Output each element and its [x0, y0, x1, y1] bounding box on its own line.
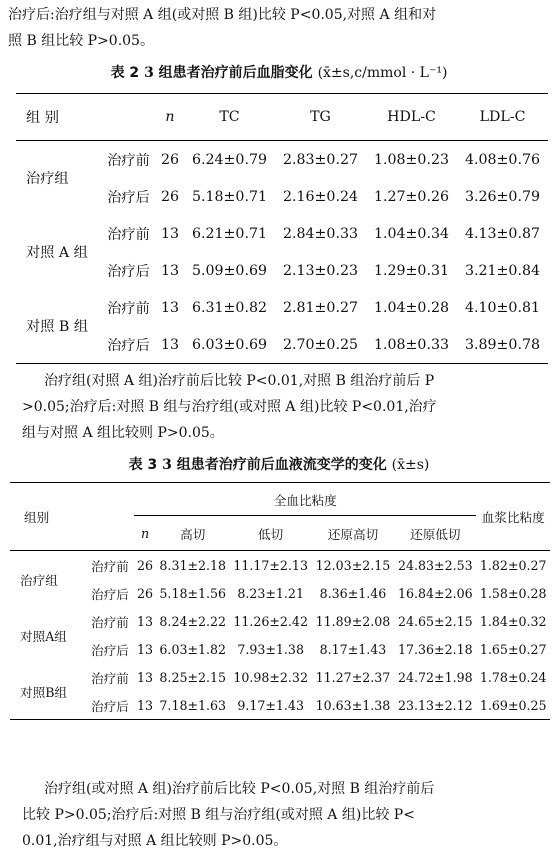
- n-cell: 26: [136, 585, 154, 601]
- tg-cell: 2.13±0.23: [282, 262, 359, 279]
- table2-header-row: [16, 94, 548, 141]
- table3-label: 表 3: [128, 457, 158, 473]
- mid-paragraph: [22, 368, 554, 446]
- reduced-low-cell: 17.36±2.18: [397, 641, 473, 657]
- period-cell: 治疗后: [107, 263, 150, 280]
- period-cell: 治疗后: [91, 642, 129, 658]
- reduced-low-cell: 24.72±1.98: [397, 669, 473, 685]
- table-row: [10, 607, 550, 635]
- low-shear-cell: 11.17±2.13: [233, 557, 308, 573]
- table3: [10, 482, 550, 720]
- table3-header-high-shear: 高切: [180, 526, 206, 542]
- tc-cell: 5.09±0.69: [191, 262, 268, 279]
- table2-header-tg: TG: [310, 109, 331, 125]
- n-cell: 13: [160, 336, 180, 353]
- high-shear-cell: 8.31±2.18: [159, 557, 227, 573]
- reduced-low-cell: 24.65±2.15: [397, 613, 473, 629]
- low-shear-cell: 11.26±2.42: [233, 613, 308, 629]
- table2-caption: [0, 62, 558, 82]
- n-cell: 13: [160, 225, 180, 242]
- table2-header-n: n: [165, 109, 175, 125]
- hdl-cell: 1.08±0.23: [373, 151, 450, 168]
- table3-header-low-shear: 低切: [258, 526, 284, 542]
- ldl-cell: 4.08±0.76: [464, 151, 541, 168]
- hdl-cell: 1.04±0.28: [373, 299, 450, 316]
- table2-body: [16, 141, 548, 364]
- table2-header-group: 组 别: [26, 110, 59, 126]
- group-name: 对照 B 组: [26, 319, 89, 335]
- high-shear-cell: 7.18±1.63: [159, 697, 227, 713]
- table2-label: 表 2: [110, 65, 140, 81]
- n-cell: 26: [160, 188, 180, 205]
- table3-caption: [0, 454, 558, 474]
- mid-line-3: 组与对照 A 组比较则 P>0.05。: [22, 425, 224, 441]
- table-row: [16, 289, 548, 326]
- reduced-low-cell: 24.83±2.53: [397, 557, 473, 573]
- intro-line-1: 治疗后:治疗组与对照 A 组(或对照 B 组)比较 P<0.05,对照 A 组和对: [8, 7, 437, 23]
- table-row: [16, 215, 548, 252]
- period-cell: 治疗后: [107, 189, 150, 206]
- mid-line-1: 治疗组(对照 A 组)治疗前后比较 P<0.01,对照 B 组治疗前后 P: [44, 373, 435, 389]
- intro-line-2: 照 B 组比较 P>0.05。: [8, 33, 154, 49]
- n-cell: 13: [160, 262, 180, 279]
- reduced-low-cell: 23.13±2.12: [397, 697, 473, 713]
- table3-header-n: n: [140, 525, 150, 541]
- table-row: [10, 691, 550, 720]
- table2-title: 3 组患者治疗前后血脂变化: [144, 65, 313, 81]
- ldl-cell: 3.21±0.84: [464, 262, 541, 279]
- group-name: 治疗组: [26, 171, 69, 187]
- tg-cell: 2.81±0.27: [282, 299, 359, 316]
- bottom-paragraph: [22, 776, 554, 854]
- table2: [16, 93, 548, 364]
- low-shear-cell: 10.98±2.32: [233, 669, 308, 685]
- table3-header-reduced-low: 还原低切: [410, 526, 461, 542]
- table3-header-plasma: 血浆比粘度: [481, 510, 545, 525]
- high-shear-cell: 6.03±1.82: [159, 641, 227, 657]
- low-shear-cell: 8.23±1.21: [237, 585, 304, 601]
- group-name: 治疗组: [20, 572, 58, 588]
- reduced-high-cell: 11.89±2.08: [315, 613, 391, 629]
- reduced-high-cell: 12.03±2.15: [315, 557, 391, 573]
- table2-header-period: [101, 94, 156, 141]
- hdl-cell: 1.29±0.31: [373, 262, 450, 279]
- table-row: [10, 551, 550, 580]
- reduced-high-cell: 11.27±2.37: [315, 669, 391, 685]
- tg-cell: 2.16±0.24: [282, 188, 359, 205]
- plasma-cell: 1.82±0.27: [479, 557, 547, 573]
- low-shear-cell: 7.93±1.38: [237, 641, 304, 657]
- table3-body: [10, 551, 550, 720]
- period-cell: 治疗前: [107, 226, 150, 243]
- n-cell: 13: [136, 697, 154, 713]
- table3-header-whole-blood: 全血比粘度: [134, 483, 476, 516]
- bottom-line-3: 0.01,治疗组与对照 A 组比较则 P>0.05。: [22, 833, 288, 849]
- period-cell: 治疗后: [91, 586, 129, 602]
- period-cell: 治疗前: [91, 670, 129, 686]
- reduced-high-cell: 10.63±1.38: [315, 697, 391, 713]
- table2-header-hdl: HDL-C: [387, 109, 436, 125]
- mid-line-2: >0.05;治疗后:对照 B 组与治疗组(或对照 A 组)比较 P<0.01,治疗: [22, 399, 437, 415]
- period-cell: 治疗后: [107, 337, 150, 354]
- period-cell: 治疗后: [91, 698, 129, 714]
- tg-cell: 2.84±0.33: [282, 225, 359, 242]
- reduced-low-cell: 16.84±2.06: [397, 585, 473, 601]
- tc-cell: 6.03±0.69: [191, 336, 268, 353]
- hdl-cell: 1.27±0.26: [373, 188, 450, 205]
- n-cell: 13: [160, 299, 180, 316]
- period-cell: 治疗前: [91, 614, 129, 630]
- ldl-cell: 3.89±0.78: [464, 336, 541, 353]
- ldl-cell: 4.10±0.81: [464, 299, 541, 316]
- period-cell: 治疗前: [91, 558, 129, 574]
- table3-title: 3 组患者治疗前后血液流变学的变化: [162, 457, 387, 473]
- bottom-line-2: 比较 P>0.05;治疗后:对照 B 组与治疗组(或对照 A 组)比较 P<: [22, 807, 415, 823]
- ldl-cell: 3.26±0.79: [464, 188, 541, 205]
- high-shear-cell: 8.24±2.22: [159, 613, 227, 629]
- table-row: [10, 635, 550, 663]
- table-row: [10, 579, 550, 607]
- plasma-cell: 1.78±0.24: [479, 669, 547, 685]
- group-name: 对照A组: [20, 628, 67, 644]
- ldl-cell: 4.13±0.87: [464, 225, 541, 242]
- group-name: 对照 A 组: [26, 245, 88, 261]
- period-cell: 治疗前: [107, 300, 150, 317]
- hdl-cell: 1.04±0.34: [373, 225, 450, 242]
- n-cell: 26: [136, 557, 154, 573]
- tc-cell: 6.24±0.79: [191, 151, 268, 168]
- table3-header-group: 组别: [24, 510, 50, 525]
- table-row: [16, 141, 548, 179]
- table3-header-reduced-high: 还原高切: [327, 526, 379, 542]
- intro-paragraph: [8, 2, 553, 54]
- high-shear-cell: 8.25±2.15: [159, 669, 227, 685]
- table2-header-ldl: LDL-C: [479, 109, 526, 125]
- reduced-high-cell: 8.17±1.43: [319, 641, 387, 657]
- low-shear-cell: 9.17±1.43: [237, 697, 304, 713]
- plasma-cell: 1.84±0.32: [479, 613, 547, 629]
- table2-note: (x̄±s,c/mmol · L⁻¹): [317, 65, 448, 81]
- hdl-cell: 1.08±0.33: [373, 336, 450, 353]
- n-cell: 26: [160, 151, 180, 168]
- table3-header-row-1: [10, 483, 550, 516]
- n-cell: 13: [136, 669, 154, 685]
- tg-cell: 2.70±0.25: [282, 336, 359, 353]
- plasma-cell: 1.58±0.28: [479, 585, 547, 601]
- table2-header-tc: TC: [219, 109, 240, 125]
- plasma-cell: 1.65±0.27: [479, 641, 547, 657]
- tg-cell: 2.83±0.27: [282, 151, 359, 168]
- plasma-cell: 1.69±0.25: [479, 697, 547, 713]
- tc-cell: 6.21±0.71: [191, 225, 268, 242]
- n-cell: 13: [136, 613, 154, 629]
- table-row: [10, 663, 550, 691]
- tc-cell: 6.31±0.82: [191, 299, 268, 316]
- table3-note: (x̄±s): [391, 457, 430, 473]
- reduced-high-cell: 8.36±1.46: [319, 585, 387, 601]
- bottom-line-1: 治疗组(或对照 A 组)治疗前后比较 P<0.05,对照 B 组治疗前后: [44, 781, 435, 797]
- high-shear-cell: 5.18±1.56: [159, 585, 227, 601]
- period-cell: 治疗前: [107, 152, 150, 169]
- tc-cell: 5.18±0.71: [191, 188, 268, 205]
- group-name: 对照B组: [20, 684, 68, 700]
- n-cell: 13: [136, 641, 154, 657]
